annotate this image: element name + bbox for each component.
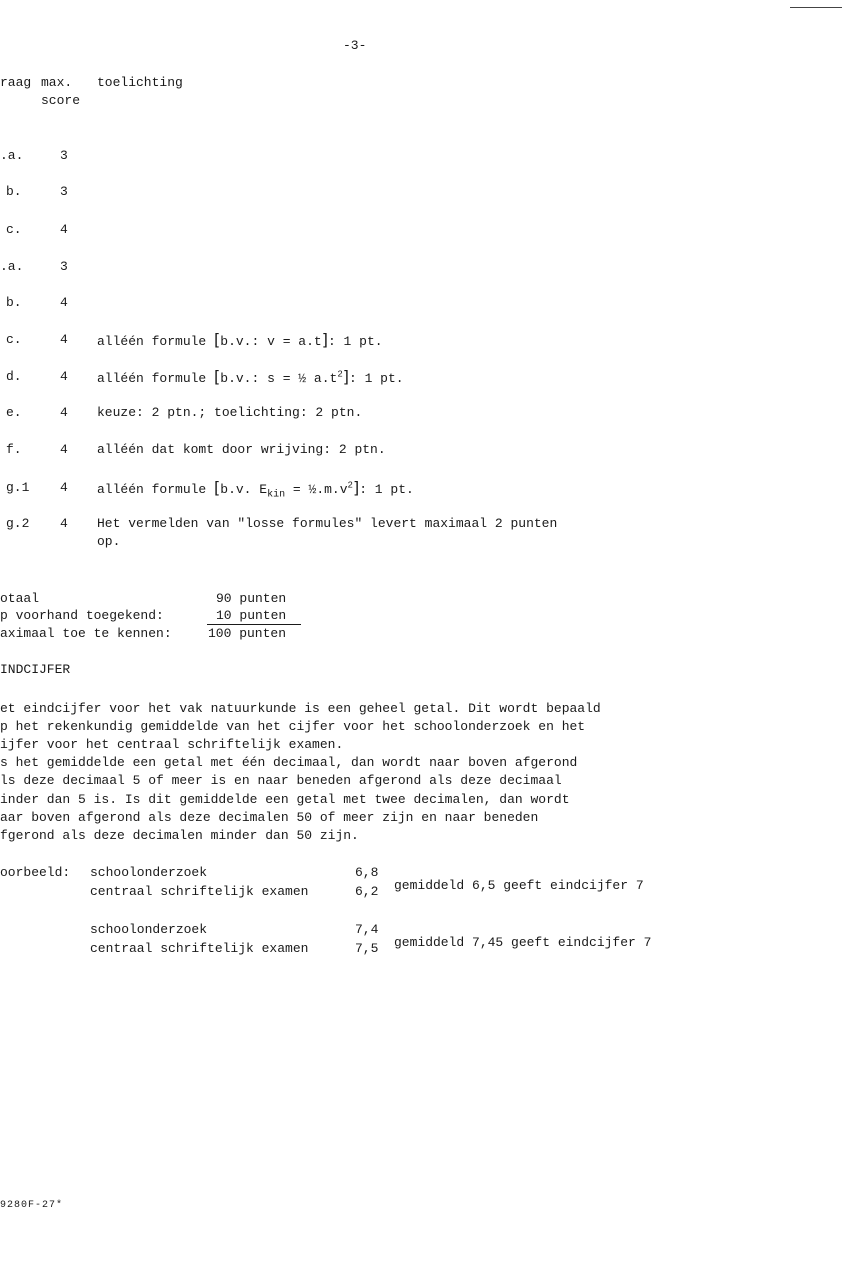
question-score: 4 — [60, 480, 68, 495]
question-label: e. — [6, 405, 22, 420]
question-note: alléén dat komt door wrijving: 2 ptn. — [97, 442, 386, 457]
paragraph-line: aar boven afgerond als deze decimalen 50 of meer zijn en naar beneden — [0, 810, 539, 825]
page-number: -3- — [343, 38, 367, 53]
footer-code: 9280F-27* — [0, 1200, 64, 1211]
top-rule — [790, 7, 842, 8]
paragraph-line: ls deze decimaal 5 of meer is en naar beneden afgerond als deze decimaal — [0, 773, 562, 788]
total-label: otaal — [0, 591, 40, 606]
question-label: g.1 — [6, 480, 30, 495]
cse-label: centraal schriftelijk examen — [90, 941, 309, 956]
question-score: 4 — [60, 442, 68, 457]
header-score: score — [41, 93, 81, 108]
example-label: oorbeeld: — [0, 865, 71, 880]
question-label: d. — [6, 369, 22, 384]
paragraph-line: s het gemiddelde een getal met één decimaal, dan wordt naar boven afgerond — [0, 755, 578, 770]
cse-value: 6,2 — [355, 884, 379, 899]
question-label: b. — [6, 184, 22, 199]
question-label: c. — [6, 332, 22, 347]
paragraph-line: p het rekenkundig gemiddelde van het cijfer voor het schoolonderzoek en het — [0, 719, 586, 734]
paragraph-line: inder dan 5 is. Is dit gemiddelde een getal met twee decimalen, dan wordt — [0, 792, 570, 807]
question-score: 4 — [60, 405, 68, 420]
paragraph-line: fgerond als deze decimalen minder dan 50 zijn. — [0, 828, 359, 843]
total-value: 90 punten — [216, 591, 287, 606]
question-score: 4 — [60, 332, 68, 347]
so-value: 7,4 — [355, 922, 379, 937]
header-toelichting: toelichting — [97, 75, 183, 90]
cse-value: 7,5 — [355, 941, 379, 956]
question-label: f. — [6, 442, 22, 457]
question-label: .a. — [0, 148, 24, 163]
so-label: schoolonderzoek — [90, 922, 208, 937]
header-vraag: raag — [0, 75, 32, 90]
question-score: 4 — [60, 369, 68, 384]
total-value: 10 punten — [216, 608, 287, 623]
section-title: INDCIJFER — [0, 662, 71, 677]
total-label: p voorhand toegekend: — [0, 608, 164, 623]
paragraph-line: ijfer voor het centraal schriftelijk examen. — [0, 737, 344, 752]
question-label: c. — [6, 222, 22, 237]
question-note: keuze: 2 ptn.; toelichting: 2 ptn. — [97, 405, 363, 420]
so-label: schoolonderzoek — [90, 865, 208, 880]
question-note: Het vermelden van "losse formules" levert maximaal 2 punten — [97, 516, 558, 531]
total-value: 100 punten — [208, 626, 287, 641]
question-label: .a. — [0, 259, 24, 274]
so-value: 6,8 — [355, 865, 379, 880]
question-note: alléén formule [b.v. $E_{kin}$ = $\frac{1}{2}.m.v^2$]: 1 pt. — [97, 478, 414, 501]
question-note-continued: op. — [97, 534, 121, 549]
sum-underline — [207, 624, 301, 625]
question-label: g.2 — [6, 516, 30, 531]
question-label: b. — [6, 295, 22, 310]
question-note: alléén formule [b.v.: s = ½ $a.t^2$]: 1 pt. — [97, 367, 404, 386]
question-score: 4 — [60, 222, 68, 237]
paragraph-line: et eindcijfer voor het vak natuurkunde is een geheel getal. Dit wordt bepaald — [0, 701, 601, 716]
question-score: 3 — [60, 148, 68, 163]
question-note: alléén formule [b.v.: v = a.t]: 1 pt. — [97, 330, 383, 349]
header-max: max. — [41, 75, 73, 90]
total-label: aximaal toe te kennen: — [0, 626, 172, 641]
example-result: gemiddeld 6,5 geeft eindcijfer 7 — [394, 878, 644, 893]
question-score: 3 — [60, 259, 68, 274]
question-score: 3 — [60, 184, 68, 199]
question-score: 4 — [60, 516, 68, 531]
example-result: gemiddeld 7,45 geeft eindcijfer 7 — [394, 935, 652, 950]
cse-label: centraal schriftelijk examen — [90, 884, 309, 899]
question-score: 4 — [60, 295, 68, 310]
